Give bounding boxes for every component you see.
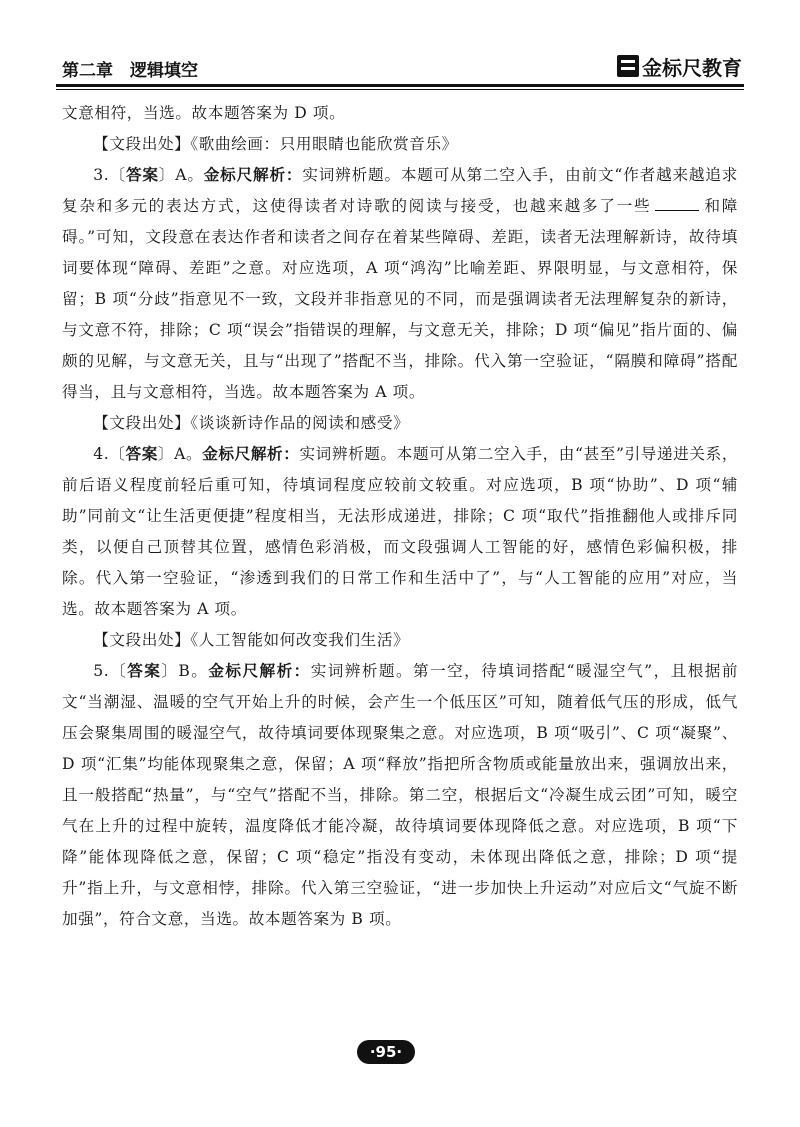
page-header xyxy=(62,52,742,86)
question-5-explanation: 5.〔答案〕B。金标尺解析：实词辨析题。第一空，待填词搭配“暖湿空气”，且根据前文“当潮湿、温暖的空气开始上升的时候，会产生一个低压区”可知，随着低气压的形成，低气压会聚集周围的暖湿空气，故待填词要体现聚集之意。对应选项，B 项“吸引”、C 项“凝聚”、D 项“汇集”均能体现聚集之意，保留；A 项“释放”指把所含物质或能量放出来，强调放出来，且一般搭配“热量”，与“空气”搭配不当，排除。第二空，根据后文“冷凝生成云团”可知，暖空气在上升的过程中旋转，温度降低才能冷凝，故待填词要体现降低之意。对应选项，B 项“下降”能体现降低之意，保留；C 项“稳定”指没有变动，未体现出降低之意，排除；D 项“提升”指上升，与文意相悖，排除。代入第三空验证，“进一步加快上升运动”对应后文“气旋不断加强”，符合文意，当选。故本题答案为 B 项。 xyxy=(62,662,739,928)
source-citation: 【文段出处】《谈谈新诗作品的阅读和感受》 xyxy=(93,414,410,432)
chapter-title: 第二章 逻辑填空 xyxy=(62,61,198,81)
answer-label: 答案 xyxy=(125,445,158,463)
logo-icon xyxy=(617,55,639,77)
header-rule xyxy=(56,84,744,87)
logo-text: 金标尺教育 xyxy=(642,55,742,80)
fill-in-blank xyxy=(655,196,699,211)
publisher-logo xyxy=(617,52,742,80)
source-citation: 【文段出处】《歌曲绘画：只用眼睛也能欣赏音乐》 xyxy=(93,135,458,153)
header-rule-thin xyxy=(56,89,744,90)
analysis-label: 金标尺解析： xyxy=(203,166,303,184)
answer-label: 答案 xyxy=(127,662,162,680)
analysis-label: 金标尺解析： xyxy=(208,662,311,680)
question-4-explanation: 4.〔答案〕A。金标尺解析：实词辨析题。本题可从第二空入手，由“甚至”引导递进关系，前后语义程度前轻后重可知，待填词程度应较前文较重。对应选项，B 项“协助”、D 项“辅助”同前文“让生活更便捷”程度相当，无法形成递进，排除；C 项“取代”指推翻他人或排斥同类，以便自己顶替其位置，感情色彩消极，而文段强调人工智能的好，感情色彩偏积极，排除。代入第一空验证，“渗透到我们的日常工作和生活中了”，与“人工智能的应用”对应，当选。故本题答案为 A 项。 xyxy=(62,445,739,618)
analysis-label: 金标尺解析： xyxy=(202,445,300,463)
source-citation: 【文段出处】《人工智能如何改变我们生活》 xyxy=(93,631,410,649)
answer-label: 答案 xyxy=(125,166,159,184)
page-number: ·95· xyxy=(357,1040,415,1064)
paragraph-continued: 文意相符，当选。故本题答案为 D 项。 xyxy=(62,104,346,122)
page-body xyxy=(62,98,738,935)
question-3-explanation: 3.〔答案〕A。金标尺解析：实词辨析题。本题可从第二空入手，由前文“作者越来越追求复杂和多元的表达方式，这使得读者对诗歌的阅读与接受，也越来越多了一些 和障碍。”可知，文段意在表达作者和读者之间存在着某些障碍、差距，读者无法理解新诗，故待填词要体现“障碍、差距”之意。对应选项，A 项“鸿沟”比喻差距、界限明显，与文意相符，保留；B 项“分歧”指意见不一致，文段并非指意见的不同，而是强调读者无法理解复杂的新诗，与文意不符，排除；C 项“误会”指错误的理解，与文意无关，排除；D 项“偏见”指片面的、偏颇的见解，与文意无关，且与“出现了”搭配不当，排除。代入第一空验证，“隔膜和障碍”搭配得当，且与文意相符，当选。故本题答案为 A 项。 xyxy=(62,166,738,401)
